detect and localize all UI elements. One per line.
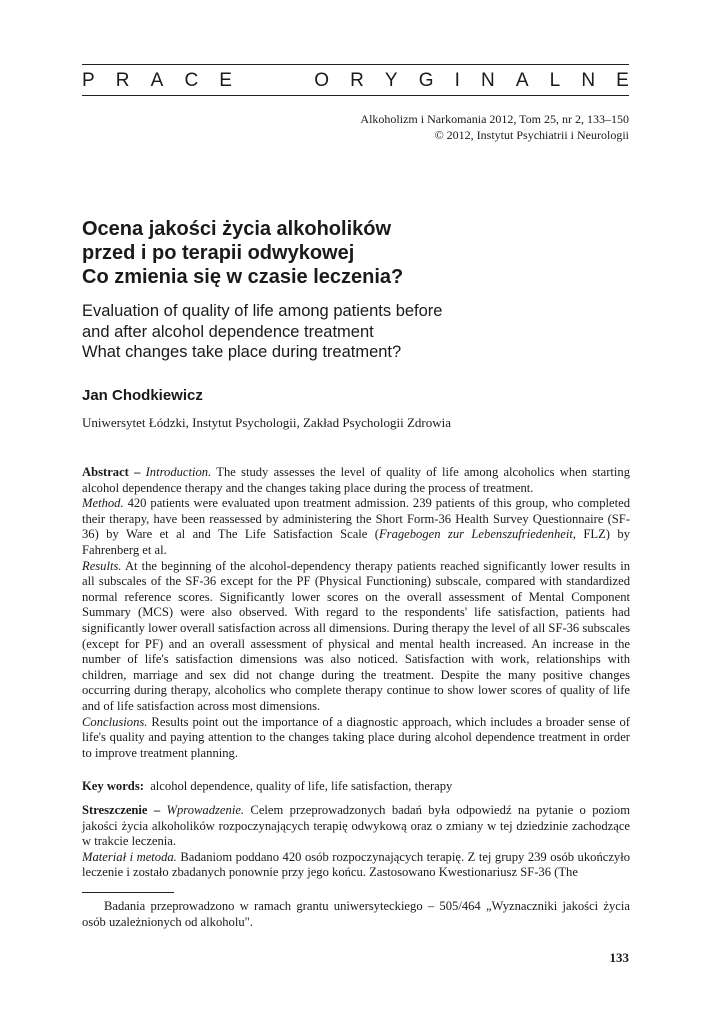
streszczenie-intro	[82, 803, 630, 850]
method-text-end: , FLZ) by Fahrenberg et al.	[82, 527, 630, 557]
title-line: przed i po terapii odwykowej	[82, 242, 355, 264]
footnote	[82, 899, 630, 930]
section-label-letter: N	[481, 70, 495, 91]
method-text: 420 patients were evaluated upon treatment admission. 239 patients of this group, who completed their therapy, have been reassessed by administering the Short Form-36 Health Survey Questionnaire (SF-36) by Ware et al and The Life Satisfaction Scale (	[82, 496, 630, 542]
author-name: Jan Chodkiewicz	[82, 387, 203, 404]
streszczenie	[82, 803, 630, 881]
section-label-gap	[253, 70, 293, 92]
top-rule	[82, 64, 629, 65]
abstract-conclusions	[82, 715, 630, 762]
title-english	[82, 301, 642, 363]
title-line: Co zmienia się w czasie leczenia?	[82, 266, 404, 288]
intro-label: Introduction.	[145, 465, 212, 479]
section-label	[82, 70, 629, 92]
wprowadzenie-text: Celem przeprowadzonych badań była odpowiedź na pytanie o poziom jakości życia alkoholików rozpoczynających terapię odwykową oraz o zmiany w tej dziedzinie zachodzące w trakcie leczenia.	[82, 803, 630, 849]
material-text: Badaniom poddano 420 osób rozpoczynających terapię. Z tej grupy 239 osób ukończyło leczenie i zostało zbadanych ponownie przy jego końcu. Zastosowano Kwestionariusz SF-36 (The	[82, 849, 631, 880]
keywords	[82, 779, 630, 795]
results-label: Results.	[82, 558, 122, 573]
title-line: and after alcohol dependence treatment	[82, 322, 374, 341]
section-label-letter: G	[418, 70, 434, 91]
section-label-letter: A	[150, 70, 164, 91]
abstract-method	[82, 496, 630, 558]
journal-line: Alkoholizm i Narkomania 2012, Tom 25, nr 2, 133–150	[360, 112, 629, 126]
title-line: Ocena jakości życia alkoholików	[82, 218, 392, 240]
section-label-letter: R	[115, 70, 130, 91]
section-label-letter: O	[314, 70, 329, 91]
conclusions-text: Results point out the importance of a diagnostic approach, which includes a broader sense of life's quality and paying attention to the changes taking place during alcohol dependence treatment in order to improve treatment planning.	[82, 714, 630, 760]
results-text: At the beginning of the alcohol-dependency therapy patients reached significantly lower results in all subscales of the SF-36 except for the PF (Physical Functioning) subscale, compared with standardized normal reference scores. Significantly lower scores on the overall assessment of Mental Component Summary (MCS) were also observed. With regard to the respondents' life satisfaction, patients had significantly lower overall satisfaction across all dimensions. During therapy the level of all SF-36 subscales (except for PF) and an overall assessment of physical and mental health increased. An increase in the number of life's satisfaction dimensions was also noticed. Satisfaction with work, relationships with children, marriage and sex did not change during the treatment. Despite the many positive changes occurring during therapy, alcoholics who complete therapy continue to show lower scores of quality of life and of life satisfaction across most dimensions.	[82, 558, 630, 713]
page-number: 133	[609, 950, 629, 965]
keywords-text: alcohol dependence, quality of life, life satisfaction, therapy	[150, 779, 453, 793]
title-line: What changes take place during treatment?	[82, 343, 402, 361]
footnote-text: Badania przeprowadzono w ramach grantu uniwersyteckiego – 505/464 „Wyznaczniki jakości życia osób uzależnionych od alkoholu".	[82, 899, 630, 929]
method-italic: Fragebogen zur Lebenszufriedenheit	[378, 527, 573, 542]
conclusions-label: Conclusions.	[82, 714, 148, 729]
keywords-label: Key words:	[82, 779, 144, 793]
section-rule	[82, 95, 629, 96]
section-label-letter: L	[549, 70, 561, 91]
author-affiliation: Uniwersytet Łódzki, Instytut Psychologii, Zakład Psychologii Zdrowia	[82, 415, 452, 430]
section-label-letter: N	[581, 70, 596, 91]
section-label-letter: E	[219, 70, 232, 91]
footnote-rule	[82, 892, 174, 893]
section-label-letter: E	[616, 70, 629, 91]
section-label-letter: I	[454, 70, 460, 91]
material-label: Materiał i metoda.	[82, 849, 177, 864]
title-line: Evaluation of quality of life among patients before	[82, 302, 443, 320]
abstract-introduction	[82, 465, 630, 496]
abstract	[82, 465, 630, 761]
streszczenie-label: Streszczenie –	[82, 803, 161, 817]
section-label-letter: C	[184, 70, 199, 91]
section-label-letter: Y	[384, 70, 398, 91]
copyright-line: © 2012, Instytut Psychiatrii i Neurologii	[434, 128, 629, 142]
section-label-letter: R	[350, 70, 364, 91]
streszczenie-method	[82, 850, 630, 881]
intro-text: The study assesses the level of quality of life among alcoholics when starting alcohol dependence therapy and the changes taking place during the process of treatment.	[82, 465, 631, 495]
abstract-label: Abstract –	[82, 465, 141, 479]
abstract-results	[82, 559, 630, 715]
method-label: Method.	[82, 496, 124, 511]
title-polish	[82, 217, 642, 289]
journal-citation	[360, 111, 629, 143]
section-label-letter: P	[82, 70, 95, 91]
section-label-letter: A	[515, 70, 529, 91]
wprowadzenie-label: Wprowadzenie.	[166, 803, 245, 817]
